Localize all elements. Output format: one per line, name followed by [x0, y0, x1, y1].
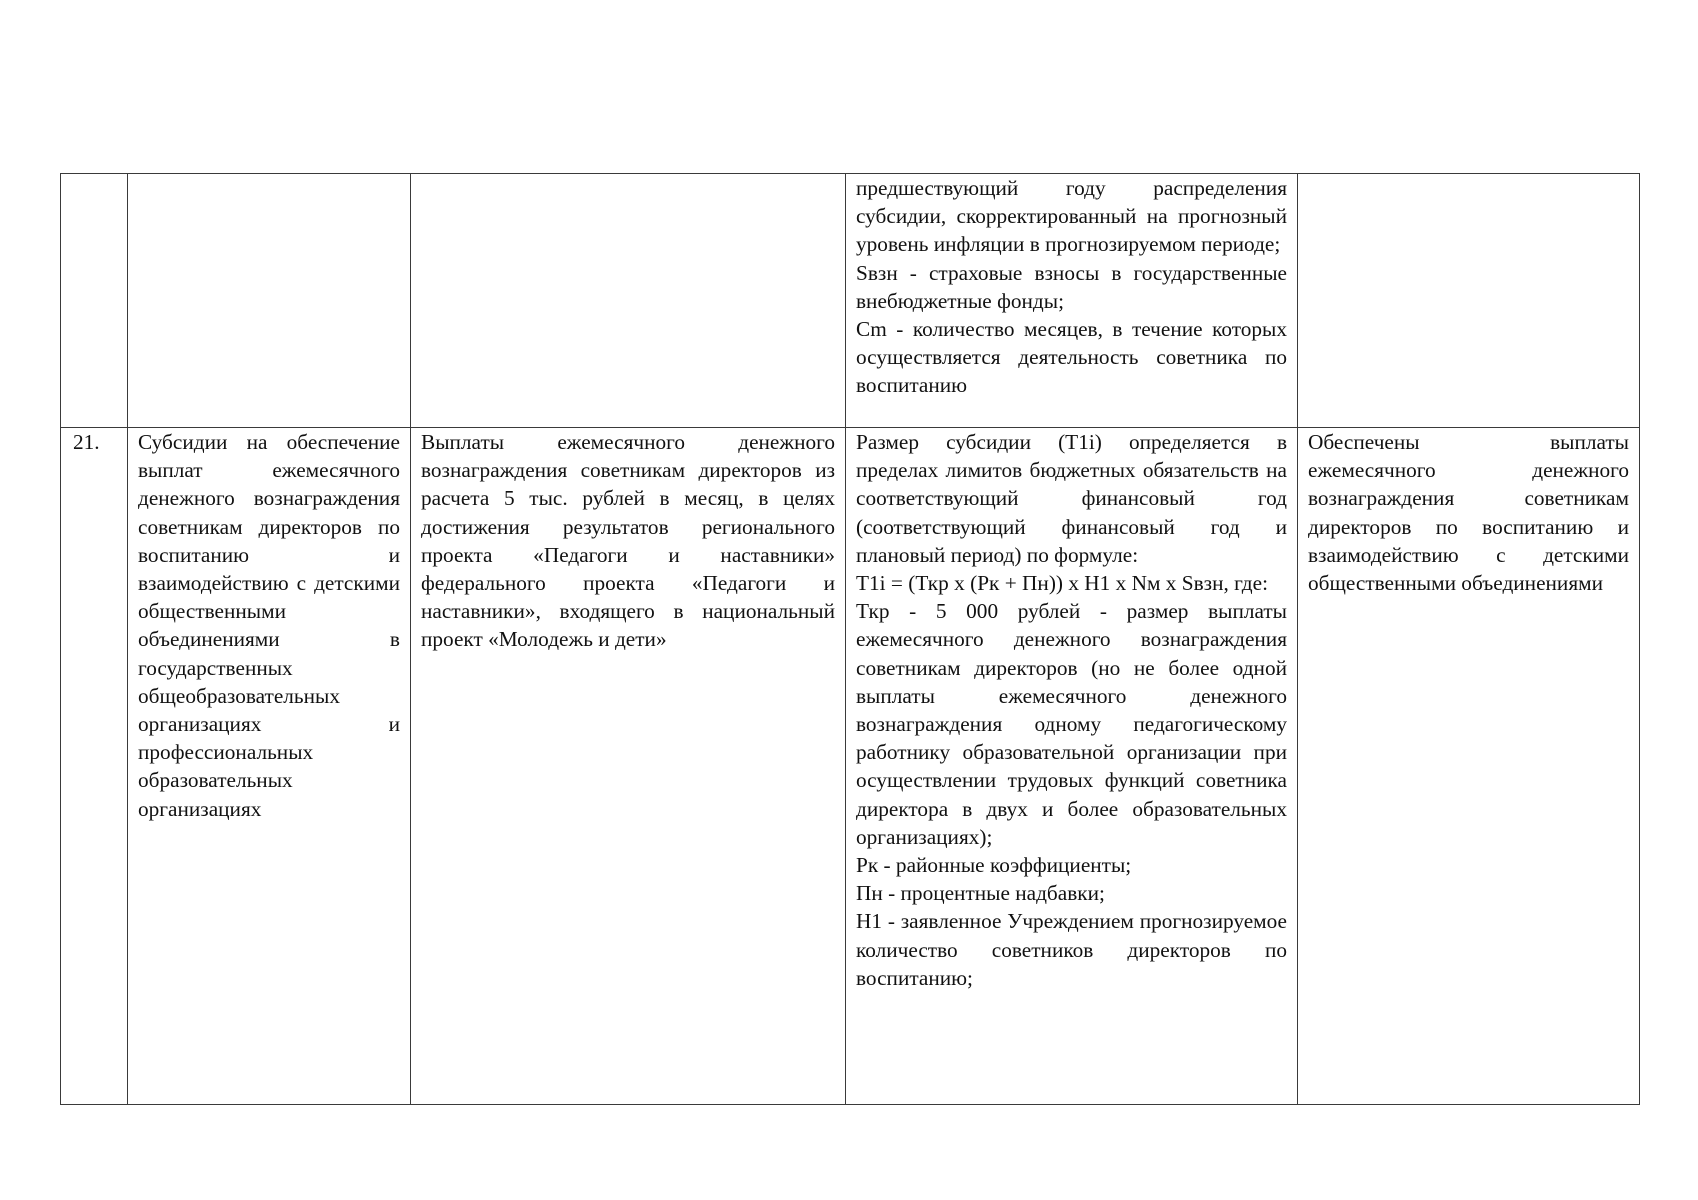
- calculation-paragraph: Пн - процентные надбавки;: [856, 881, 1105, 906]
- calculation-paragraph: Н1 - заявленное Учреждением прогнозируемое количество советников директоров по воспитанию;: [856, 909, 1287, 990]
- result-cell: Обеспечены выплаты ежемесячного денежного вознаграждения советникам директоров по воспитанию и взаимодействию с детскими общественными объединениями: [1298, 428, 1640, 1105]
- table-row: [61, 174, 1640, 428]
- calculation-formula: T1i = (Ткр x (Рк + Пн)) x Н1 x Nм x Sвзн, где:: [856, 571, 1269, 596]
- subsidy-table: [60, 173, 1640, 1105]
- calculation-paragraph: Cm - количество месяцев, в течение которых осуществляется деятельность советника по воспитанию: [856, 317, 1287, 398]
- calculation-paragraph: Рк - районные коэффициенты;: [856, 853, 1132, 878]
- calculation-paragraph: Размер субсидии (T1i) определяется в пределах лимитов бюджетных обязательств на соответствующий финансовый год (соответствующий финансовый год и плановый период) по формуле:: [856, 430, 1287, 567]
- result-cell: [1298, 174, 1640, 428]
- calculation-paragraph: Ткр - 5 000 рублей - размер выплаты ежемесячного денежного вознаграждения советникам директоров (но не более одной выплаты ежемесячного денежного вознаграждения одному педагогическому работнику образовательной организации при осуществлении трудовых функций советника директора в двух и более образовательных организациях);: [856, 599, 1287, 849]
- calculation-cell: [846, 174, 1298, 428]
- calculation-paragraph: Sвзн - страховые взносы в государственные внебюджетные фонды;: [856, 260, 1287, 313]
- subsidy-name-cell: Субсидии на обеспечение выплат ежемесячного денежного вознаграждения советникам директоров по воспитанию и взаимодействию с детскими общественными объединениями в государственных общеобразовательных организациях и профессиональных образовательных организациях: [128, 428, 411, 1105]
- table-row: [61, 428, 1640, 1105]
- row-number-cell: 21.: [61, 428, 128, 1105]
- subsidy-name-cell: [128, 174, 411, 428]
- calculation-paragraph: предшествующий году распределения субсидии, скорректированный на прогнозный уровень инфляции в прогнозируемом периоде;: [856, 176, 1287, 257]
- row-number-cell: [61, 174, 128, 428]
- subsidy-purpose-cell: Выплаты ежемесячного денежного вознаграждения советникам директоров из расчета 5 тыс. рублей в месяц, в целях достижения результатов регионального проекта «Педагоги и наставники» федерального проекта «Педагоги и наставники», входящего в национальный проект «Молодежь и дети»: [411, 428, 846, 1105]
- subsidy-purpose-cell: [411, 174, 846, 428]
- calculation-cell: [846, 428, 1298, 1105]
